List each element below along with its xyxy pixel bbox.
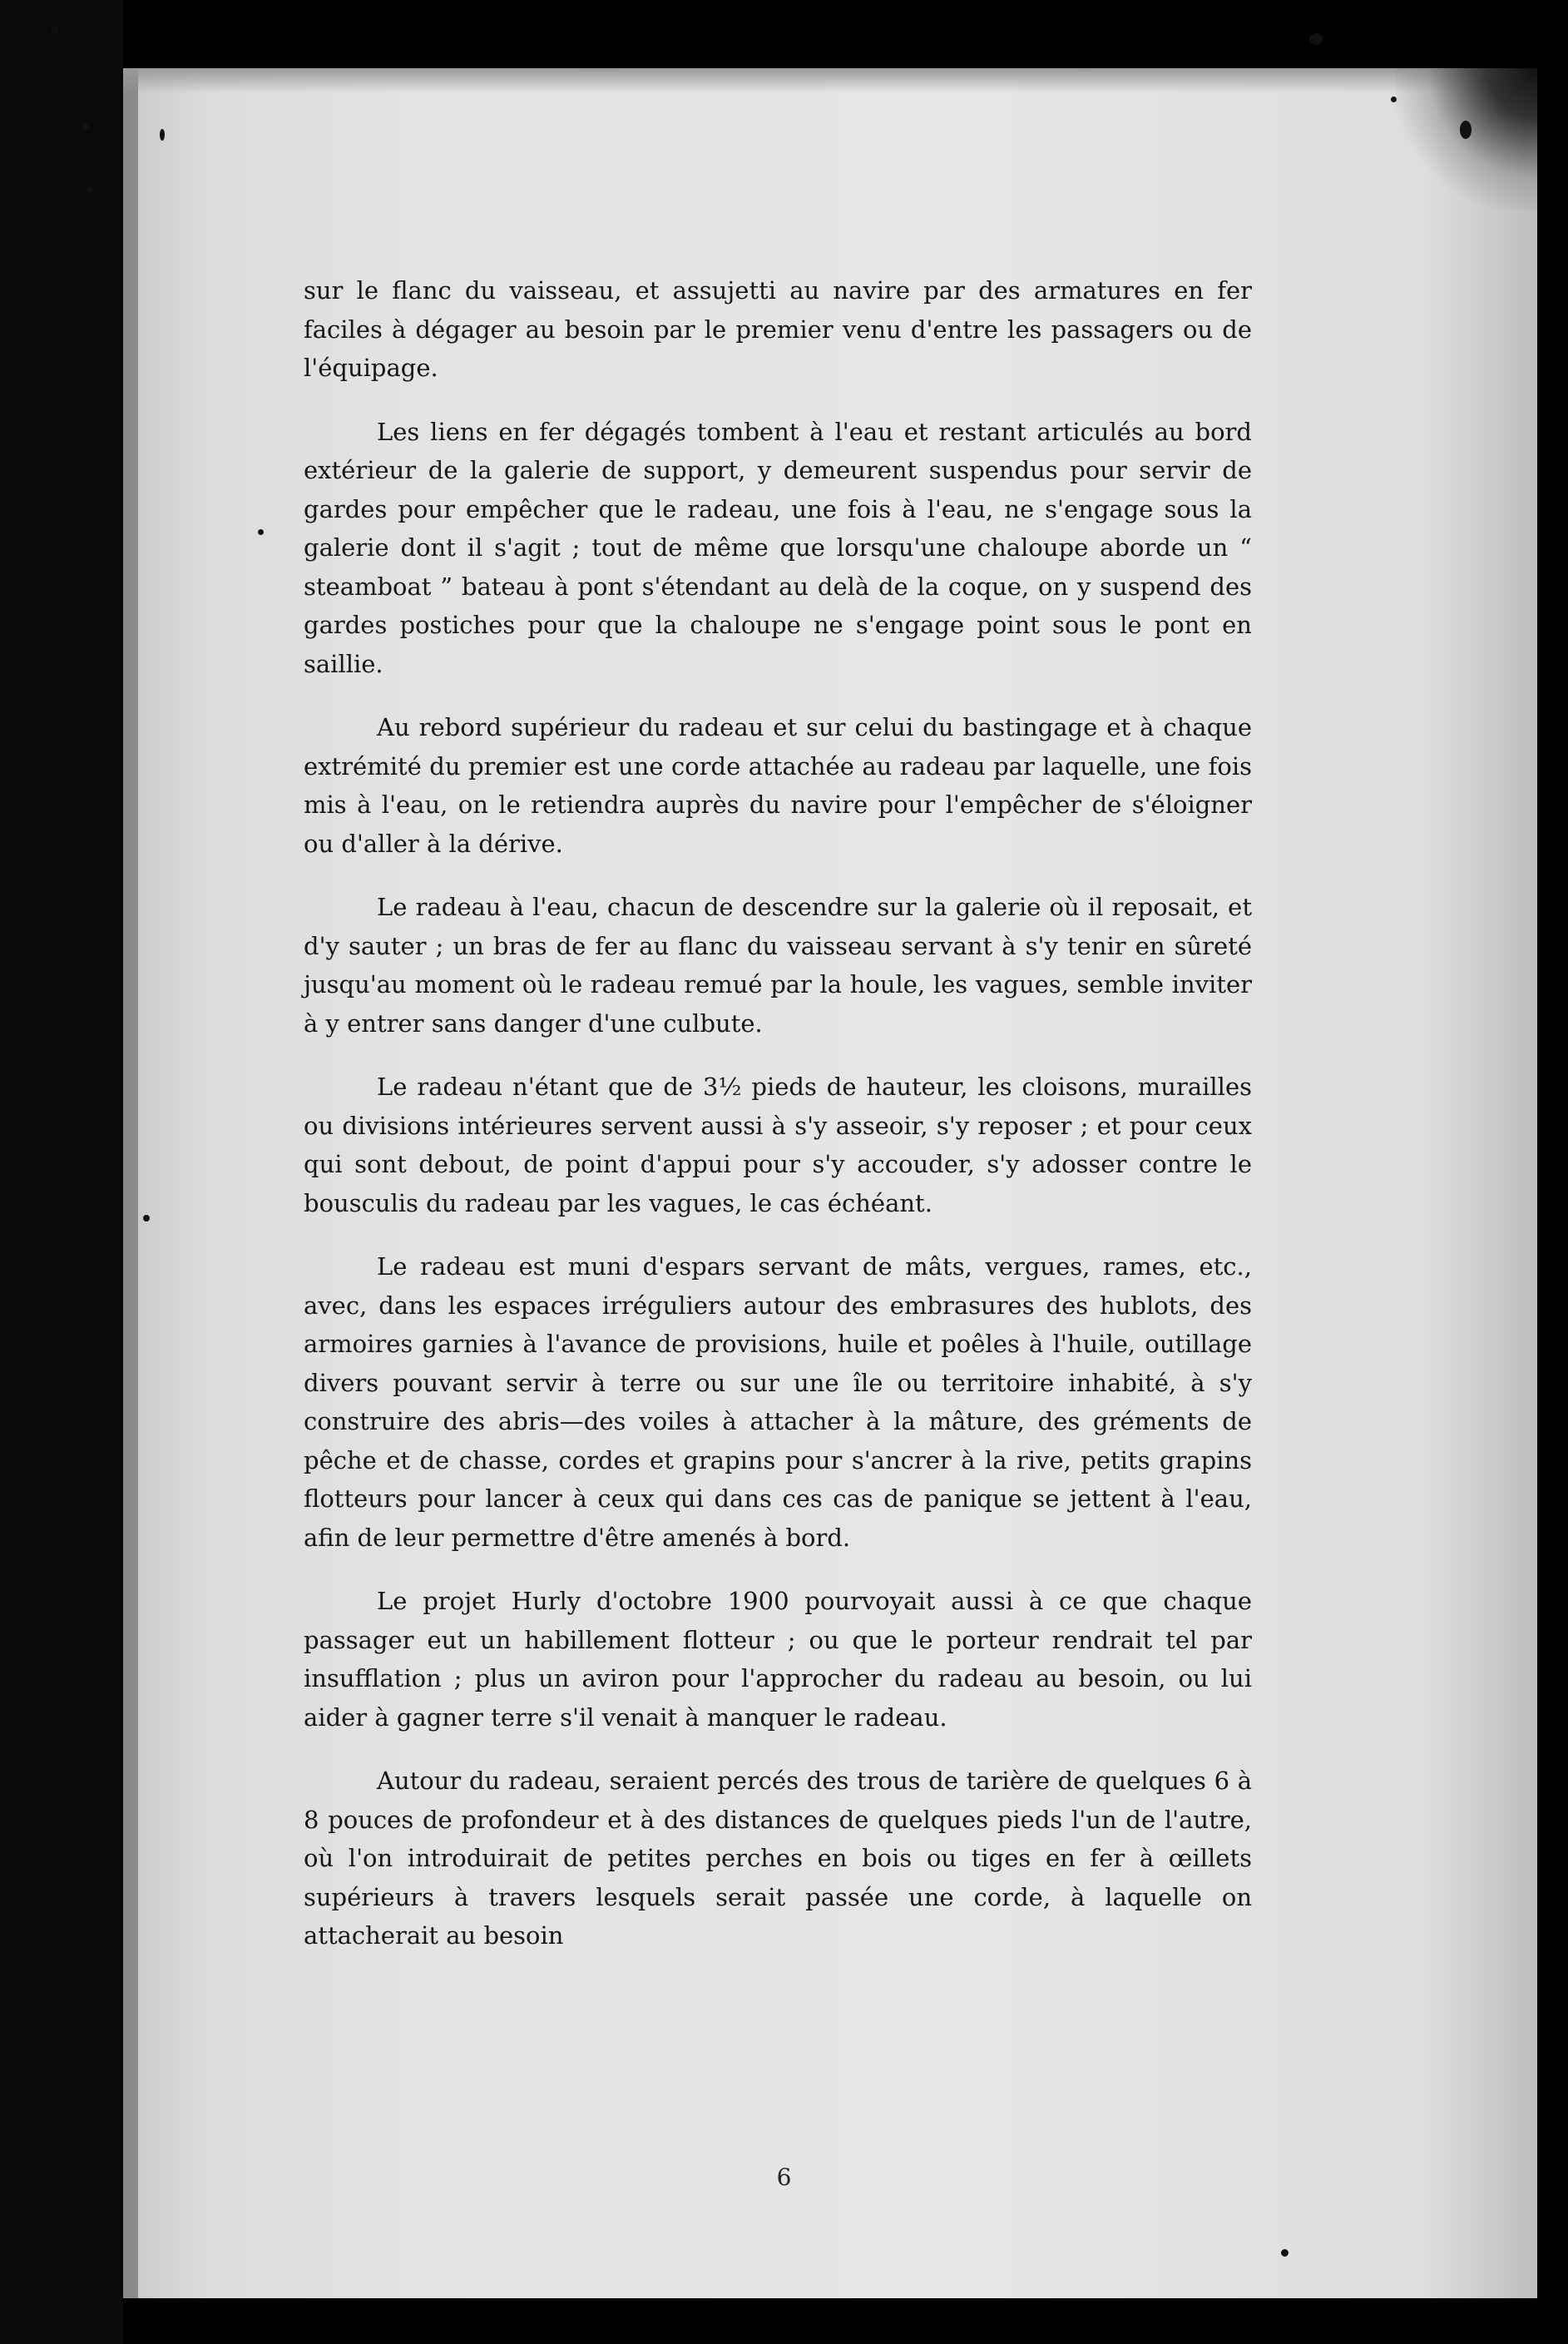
paragraph: Autour du radeau, seraient percés des trous de tarière de quelques 6 à 8 pouces de profondeur et à des distances de quelques pieds l'un de l'autre, où l'on introduirait de petites perches en bois ou tiges en fer à œillets supérieurs à travers lesquels serait passée une corde, à laquelle on attacherait au besoin: [304, 1767, 1252, 1950]
page-corner-shadow: [1396, 68, 1537, 210]
page-binding-edge: [123, 68, 138, 2298]
page-top-shadow: [123, 68, 1537, 93]
paragraph: Le projet Hurly d'octobre 1900 pourvoyait aussi à ce que chaque passager eut un habillement flotteur ; ou que le porteur rendrait tel par insufflation ; plus un aviron pour l'approcher du radeau au besoin, ou lui aider à gagner terre s'il venait à manquer le radeau.: [304, 1587, 1252, 1732]
scan-speck: [1391, 97, 1397, 102]
scan-speck: [1281, 2249, 1289, 2257]
paragraph: Au rebord supérieur du radeau et sur celui du bastingage et à chaque extrémité du premier est une corde attachée au radeau par laquelle, une fois mis à l'eau, on le retiendra auprès du navire pour l'empêcher de s'éloigner ou d'aller à la dérive.: [304, 713, 1252, 858]
paragraph: Le radeau à l'eau, chacun de descendre sur la galerie où il reposait, et d'y sauter ; un bras de fer au flanc du vaisseau servant à s'y tenir en sûreté jusqu'au moment où le radeau remué par la houle, les vagues, semble inviter à y entrer sans danger d'une culbute.: [304, 893, 1252, 1038]
paragraph: Les liens en fer dégagés tombent à l'eau et restant articulés au bord extérieur de la galerie de support, y demeurent suspendus pour servir de gardes pour empêcher que le radeau, une fois à l'eau, ne s'engage sous la galerie dont il s'agit ; tout de même que lorsqu'une chaloupe aborde un “ steamboat ” bateau à pont s'étendant au delà de la coque, on y suspend des gardes postiches pour que la chaloupe ne s'engage point sous le pont en saillie.: [304, 417, 1252, 678]
paragraph: Le radeau n'étant que de 3½ pieds de hauteur, les cloisons, murailles ou divisions intérieures servent aussi à s'y asseoir, s'y reposer ; et pour ceux qui sont debout, de point d'appui pour s'y accouder, s'y adosser contre le bousculis du radeau par les vagues, le cas échéant.: [304, 1073, 1252, 1217]
scan-speck: [143, 1215, 150, 1222]
scan-speck: [82, 123, 89, 131]
paragraph: sur le flanc du vaisseau, et assujetti au navire par des armatures en fer faciles à dégager au besoin par le premier venu d'entre les passagers ou de l'équipage.: [304, 276, 1252, 382]
scan-speck: [1460, 121, 1472, 139]
scan-speck: [1309, 33, 1323, 45]
scan-speck: [87, 186, 93, 193]
scan-speck: [52, 27, 58, 33]
scan-speck: [258, 529, 264, 535]
paragraph: Le radeau est muni d'espars servant de mâts, vergues, rames, etc., avec, dans les espaces irréguliers autour des embrasures des hublots, des armoires garnies à l'avance de provisions, huile et poêles à l'huile, outillage divers pouvant servir à terre ou sur une île ou territoire inhabité, à s'y construire des abris—des voiles à attacher à la mâture, des gréments de pêche et de chasse, cordes et grapins pour s'ancrer à la rive, petits grapins flotteurs pour lancer à ceux qui dans ces cas de panique se jettent à l'eau, afin de leur permettre d'être amenés à bord.: [304, 1252, 1252, 1552]
scan-speck: [160, 129, 165, 141]
page-number: 6: [776, 2163, 792, 2191]
scan-border-left: [0, 0, 123, 2344]
body-text: [304, 271, 1252, 1980]
